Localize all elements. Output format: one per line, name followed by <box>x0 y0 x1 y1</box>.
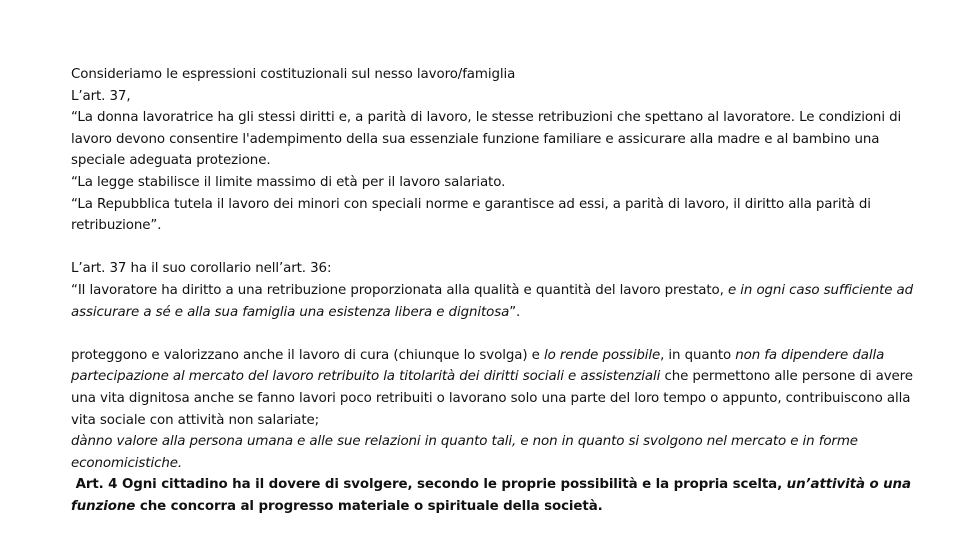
care-work-italic-paragraph <box>71 431 921 474</box>
article-37-ref: L’art. 37, <box>71 88 131 104</box>
care-work-text-1: proteggono e valorizzano anche il lavoro di cura (chiunque lo svolga) e <box>71 347 540 363</box>
spacer <box>71 323 921 345</box>
article-36-quote <box>71 280 921 323</box>
article-37-quote-1: “La donna lavoratrice ha gli stessi diritti e, a parità di lavoro, le stesse retribuzioni che spettano al lavoratore. Le condizioni di lavoro devono consentire l'adempimento della sua essenziale funzione familiare e assicurare alla madre e al bambino una speciale adeguata protezione. <box>71 110 902 169</box>
care-work-text-2: , in quanto <box>660 347 732 363</box>
article-4-text-1: Ogni cittadino ha il dovere di svolgere, secondo le proprie possibilità e la propria scelta, <box>121 477 783 493</box>
article-36-intro: L’art. 37 ha il suo corollario nell’art. 36: <box>71 261 332 277</box>
article-37-quote-2: “La legge stabilisce il limite massimo di età per il lavoro salariato. <box>71 174 506 190</box>
slide-content <box>71 64 921 517</box>
article-4-text-2: che concorra al progresso materiale o spirituale della società. <box>139 498 603 514</box>
article-4-italic: un’attività o una funzione <box>71 477 911 514</box>
article-36-quote-italic: e in ogni caso sufficiente ad assicurare a sé e alla sua famiglia una esistenza libera e dignitosa <box>71 282 914 320</box>
care-work-text-3: che permettono alle persone di avere una vita dignitosa anche se fanno lavori poco retribuiti o lavorano solo una parte del loro tempo o appunto, contribuiscono alla vita sociale con attività non salariate; <box>71 369 913 428</box>
article-36-quote-start: “Il lavoratore ha diritto a una retribuzione proporzionata alla qualità e quantità del lavoro prestato, <box>71 282 724 298</box>
spacer <box>71 237 921 259</box>
article-4-paragraph <box>71 474 921 517</box>
care-work-italic-2: non fa dipendere dalla partecipazione al mercato del lavoro retribuito la titolarità dei diritti sociali e assistenziali <box>71 347 885 385</box>
care-work-paragraph <box>71 345 921 431</box>
care-work-italic-3: dànno valore alla persona umana e alle sue relazioni in quanto tali, e non in quanto si svolgono nel mercato e in forme economicistiche. <box>71 434 858 471</box>
article-37-quote-3: “La Repubblica tutela il lavoro dei minori con speciali norme e garantisce ad essi, a parità di lavoro, il diritto alla parità di retribuzione”. <box>71 196 871 234</box>
heading-line: Consideriamo le espressioni costituzionali sul nesso lavoro/famiglia <box>71 67 516 82</box>
care-work-italic-1: lo rende possibile <box>543 347 661 363</box>
article-36-quote-end: ”. <box>509 304 521 320</box>
article-4-label: Art. 4 <box>75 477 118 493</box>
